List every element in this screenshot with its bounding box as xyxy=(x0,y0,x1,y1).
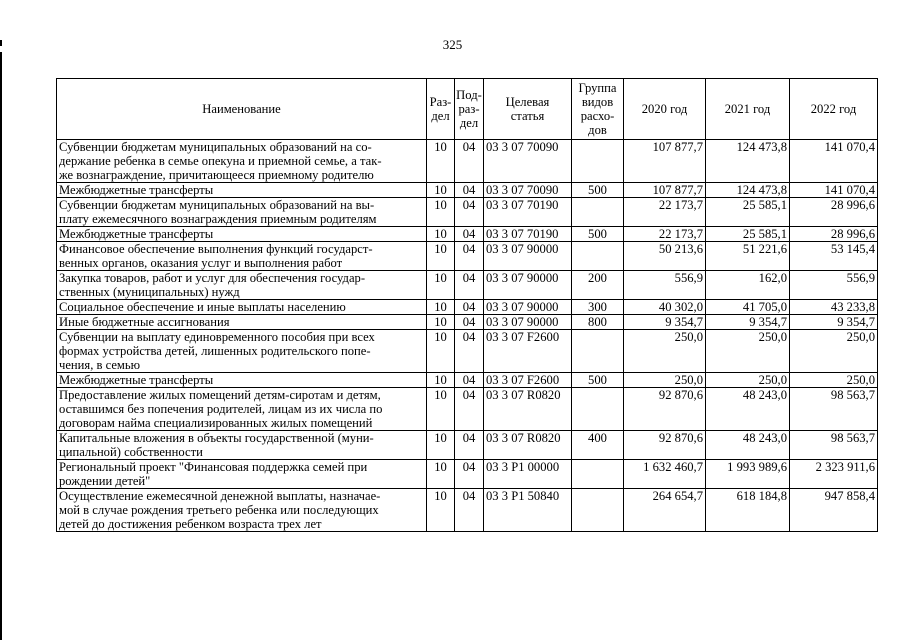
cell-group xyxy=(572,460,624,489)
cell-2020: 50 213,6 xyxy=(624,242,706,271)
cell-2021: 250,0 xyxy=(706,330,790,373)
cell-section: 10 xyxy=(427,315,455,330)
cell-2021: 124 473,8 xyxy=(706,140,790,183)
header-2021: 2021 год xyxy=(706,79,790,140)
cell-subsection: 04 xyxy=(455,489,484,532)
cell-group: 200 xyxy=(572,271,624,300)
cell-group xyxy=(572,140,624,183)
cell-article: 03 3 07 90000 xyxy=(484,242,572,271)
header-section: Раз- дел xyxy=(427,79,455,140)
budget-table xyxy=(56,78,878,532)
cell-subsection: 04 xyxy=(455,271,484,300)
cell-2022: 947 858,4 xyxy=(790,489,878,532)
cell-group xyxy=(572,330,624,373)
cell-section: 10 xyxy=(427,300,455,315)
table-row xyxy=(57,330,878,373)
cell-2021: 124 473,8 xyxy=(706,183,790,198)
cell-section: 10 xyxy=(427,227,455,242)
cell-subsection: 04 xyxy=(455,431,484,460)
cell-2021: 25 585,1 xyxy=(706,198,790,227)
cell-2021: 250,0 xyxy=(706,373,790,388)
cell-2021: 48 243,0 xyxy=(706,431,790,460)
cell-2022: 141 070,4 xyxy=(790,140,878,183)
table-row xyxy=(57,140,878,183)
header-name: Наименование xyxy=(57,79,427,140)
cell-2020: 107 877,7 xyxy=(624,140,706,183)
cell-subsection: 04 xyxy=(455,242,484,271)
cell-subsection: 04 xyxy=(455,300,484,315)
cell-subsection: 04 xyxy=(455,373,484,388)
header-2022: 2022 год xyxy=(790,79,878,140)
cell-2022: 9 354,7 xyxy=(790,315,878,330)
table-row xyxy=(57,460,878,489)
table-row xyxy=(57,431,878,460)
table-row xyxy=(57,227,878,242)
cell-2022: 250,0 xyxy=(790,330,878,373)
cell-group: 500 xyxy=(572,373,624,388)
cell-subsection: 04 xyxy=(455,388,484,431)
cell-2020: 250,0 xyxy=(624,373,706,388)
cell-subsection: 04 xyxy=(455,330,484,373)
cell-2022: 98 563,7 xyxy=(790,431,878,460)
cell-name: Субвенции бюджетам муниципальных образований на со- держание ребенка в семье опекуна и приемной семье, а так- же вознаграждение, причитающееся приемному родителю xyxy=(57,140,427,183)
cell-2022: 141 070,4 xyxy=(790,183,878,198)
cell-name: Социальное обеспечение и иные выплаты населению xyxy=(57,300,427,315)
table-body xyxy=(57,140,878,532)
cell-section: 10 xyxy=(427,242,455,271)
cell-section: 10 xyxy=(427,198,455,227)
cell-2022: 28 996,6 xyxy=(790,227,878,242)
table-row xyxy=(57,388,878,431)
cell-section: 10 xyxy=(427,271,455,300)
cell-group: 800 xyxy=(572,315,624,330)
cell-2021: 51 221,6 xyxy=(706,242,790,271)
cell-group: 500 xyxy=(572,183,624,198)
cell-article: 03 3 07 70190 xyxy=(484,198,572,227)
table-row xyxy=(57,315,878,330)
cell-name: Региональный проект "Финансовая поддержка семей при рождении детей" xyxy=(57,460,427,489)
cell-article: 03 3 07 R0820 xyxy=(484,431,572,460)
margin-line xyxy=(0,52,2,640)
cell-2021: 162,0 xyxy=(706,271,790,300)
cell-2021: 9 354,7 xyxy=(706,315,790,330)
cell-subsection: 04 xyxy=(455,140,484,183)
cell-2020: 22 173,7 xyxy=(624,198,706,227)
cell-2020: 250,0 xyxy=(624,330,706,373)
cell-name: Капитальные вложения в объекты государственной (муни- ципальной) собственности xyxy=(57,431,427,460)
cell-article: 03 3 07 F2600 xyxy=(484,330,572,373)
table-row xyxy=(57,373,878,388)
cell-2022: 43 233,8 xyxy=(790,300,878,315)
cell-2022: 98 563,7 xyxy=(790,388,878,431)
cell-article: 03 3 07 70090 xyxy=(484,140,572,183)
cell-group: 500 xyxy=(572,227,624,242)
cell-2020: 556,9 xyxy=(624,271,706,300)
cell-article: 03 3 07 70090 xyxy=(484,183,572,198)
cell-name: Финансовое обеспечение выполнения функций государст- венных органов, оказания услуг и выполнения работ xyxy=(57,242,427,271)
cell-name: Межбюджетные трансферты xyxy=(57,373,427,388)
cell-2022: 250,0 xyxy=(790,373,878,388)
table-row xyxy=(57,271,878,300)
cell-2020: 40 302,0 xyxy=(624,300,706,315)
cell-2022: 28 996,6 xyxy=(790,198,878,227)
cell-2020: 1 632 460,7 xyxy=(624,460,706,489)
header-article: Целевая статья xyxy=(484,79,572,140)
cell-2021: 1 993 989,6 xyxy=(706,460,790,489)
cell-name: Субвенции бюджетам муниципальных образований на вы- плату ежемесячного вознаграждения приемным родителям xyxy=(57,198,427,227)
cell-article: 03 3 07 70190 xyxy=(484,227,572,242)
header-subsection: Под- раз- дел xyxy=(455,79,484,140)
cell-2021: 48 243,0 xyxy=(706,388,790,431)
cell-subsection: 04 xyxy=(455,198,484,227)
cell-section: 10 xyxy=(427,388,455,431)
cell-article: 03 3 07 90000 xyxy=(484,315,572,330)
cell-section: 10 xyxy=(427,489,455,532)
cell-group xyxy=(572,198,624,227)
cell-group xyxy=(572,388,624,431)
cell-2021: 41 705,0 xyxy=(706,300,790,315)
cell-group: 400 xyxy=(572,431,624,460)
cell-section: 10 xyxy=(427,373,455,388)
header-group: Группа видов расхо- дов xyxy=(572,79,624,140)
cell-2020: 107 877,7 xyxy=(624,183,706,198)
cell-section: 10 xyxy=(427,140,455,183)
cell-2020: 264 654,7 xyxy=(624,489,706,532)
cell-2020: 9 354,7 xyxy=(624,315,706,330)
cell-2021: 618 184,8 xyxy=(706,489,790,532)
page-number: 325 xyxy=(442,37,463,52)
cell-2022: 556,9 xyxy=(790,271,878,300)
cell-article: 03 3 P1 50840 xyxy=(484,489,572,532)
table-header-row xyxy=(57,79,878,140)
cell-name: Закупка товаров, работ и услуг для обеспечения государ- ственных (муниципальных) нужд xyxy=(57,271,427,300)
cell-2020: 92 870,6 xyxy=(624,431,706,460)
cell-name: Межбюджетные трансферты xyxy=(57,183,427,198)
cell-group xyxy=(572,489,624,532)
cell-name: Иные бюджетные ассигнования xyxy=(57,315,427,330)
cell-2020: 92 870,6 xyxy=(624,388,706,431)
cell-2021: 25 585,1 xyxy=(706,227,790,242)
cell-2022: 53 145,4 xyxy=(790,242,878,271)
cell-2020: 22 173,7 xyxy=(624,227,706,242)
cell-subsection: 04 xyxy=(455,183,484,198)
cell-article: 03 3 07 R0820 xyxy=(484,388,572,431)
cell-section: 10 xyxy=(427,183,455,198)
cell-section: 10 xyxy=(427,431,455,460)
table-row xyxy=(57,300,878,315)
table-row xyxy=(57,183,878,198)
cell-article: 03 3 07 F2600 xyxy=(484,373,572,388)
cell-group xyxy=(572,242,624,271)
table-row xyxy=(57,489,878,532)
cell-name: Субвенции на выплату единовременного пособия при всех формах устройства детей, лишенных родительского попе- чения, в семью xyxy=(57,330,427,373)
table-row xyxy=(57,198,878,227)
cell-name: Осуществление ежемесячной денежной выплаты, назначае- мой в случае рождения третьего ребенка или последующих детей до достижения ребенком возраста трех лет xyxy=(57,489,427,532)
cell-section: 10 xyxy=(427,460,455,489)
cell-subsection: 04 xyxy=(455,227,484,242)
cell-subsection: 04 xyxy=(455,460,484,489)
cell-name: Предоставление жилых помещений детям-сиротам и детям, оставшимся без попечения родителей, лицам из их числа по договорам найма специализированных жилых помещений xyxy=(57,388,427,431)
cell-article: 03 3 07 90000 xyxy=(484,271,572,300)
table-row xyxy=(57,242,878,271)
header-2020: 2020 год xyxy=(624,79,706,140)
cell-article: 03 3 07 90000 xyxy=(484,300,572,315)
cell-name: Межбюджетные трансферты xyxy=(57,227,427,242)
cell-2022: 2 323 911,6 xyxy=(790,460,878,489)
cell-section: 10 xyxy=(427,330,455,373)
cell-group: 300 xyxy=(572,300,624,315)
cell-article: 03 3 P1 00000 xyxy=(484,460,572,489)
cell-subsection: 04 xyxy=(455,315,484,330)
